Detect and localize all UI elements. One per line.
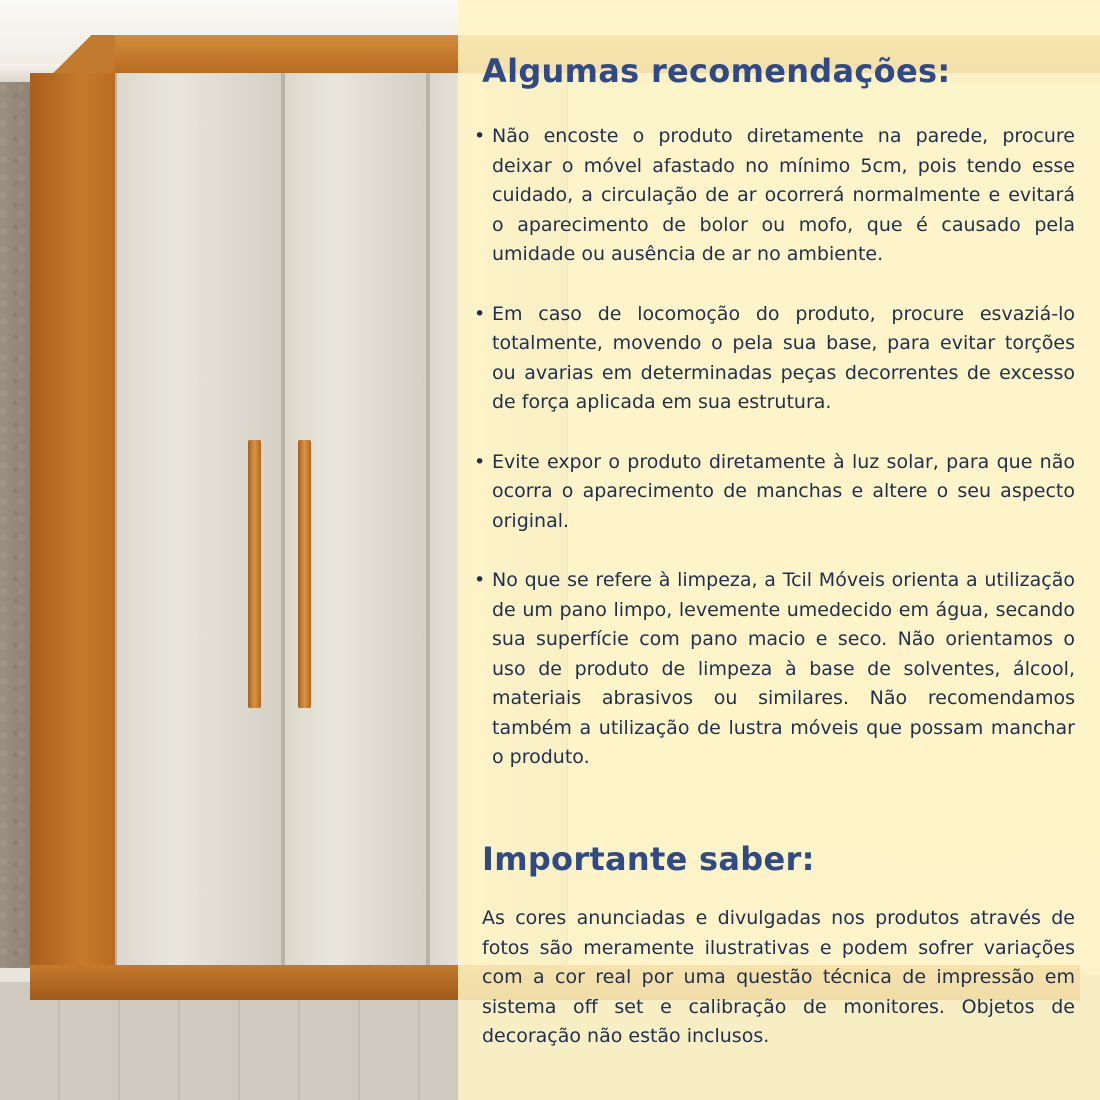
important-heading: Importante saber: [482,840,815,878]
list-item: • Em caso de locomoção do produto, procure esvaziá-lo totalmente, movendo o pela sua base, para evitar torções ou avarias em determinadas peças decorrentes de excesso de força aplicada em sua estrutura. [470,300,1075,418]
recommendations-list [470,122,1075,773]
door-handle-left [248,440,261,708]
recommendations-heading: Algumas recomendações: [482,52,951,90]
door-handle-right [298,440,311,708]
wardrobe-side-panel [30,73,115,973]
list-item: • Não encoste o produto diretamente na parede, procure deixar o móvel afastado no mínimo 5cm, pois tendo esse cuidado, a circulação de ar ocorrerá normalmente e evitará o aparecimento de bolor ou mofo, que é causado pela umidade ou ausência de ar no ambiente. [470,122,1075,270]
list-item: • Evite expor o produto diretamente à luz solar, para que não ocorra o aparecimento de manchas e altere o seu aspecto original. [470,448,1075,537]
important-notice: As cores anunciadas e divulgadas nos produtos através de fotos são meramente ilustrativas e podem sofrer variações com a cor real por uma questão técnica de impressão em sistema off set e calibração de monitores. Objetos de decoração não estão inclusos. [482,907,1075,1047]
list-item: • No que se refere à limpeza, a Tcil Móveis orienta a utilização de um pano limpo, levemente umedecido em água, secando sua superfície com pano macio e seco. Não orientamos o uso de produto de limpeza à base de solventes, álcool, materiais abrasivos ou similares. Não recomendamos também a utilização de lustra móveis que possam manchar o produto. [470,566,1075,773]
wardrobe-top-bevel [30,35,115,73]
